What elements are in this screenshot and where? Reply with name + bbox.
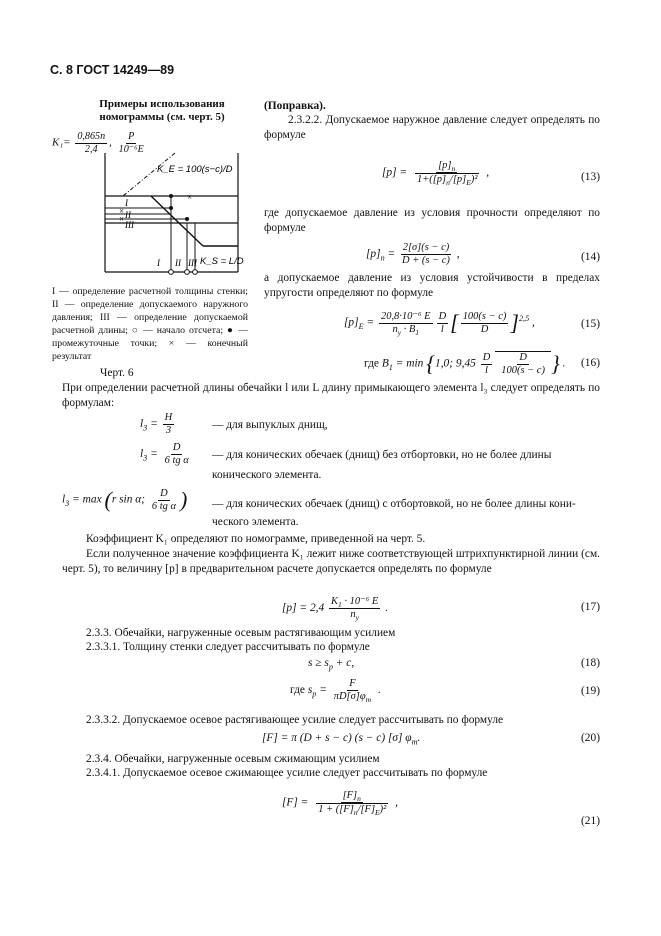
equation-13: [p] = $\frac{[p]_п}{1+([p]_п/[p]_E)^2}$ , (13)	[382, 160, 600, 188]
section-234: 2.3.4. Обечайки, нагруженные осевым сжимающим усилием	[86, 753, 380, 765]
svg-text:I: I	[157, 258, 160, 268]
para-k1: Коэффициент K₁ определяют по номограмме, приведенной на черт. 5.	[86, 533, 426, 545]
para-k1-below: Если полученное значение коэффициента K₁ лежит ниже соответствующей штрихпунктирной линии (см. черт. 5), то величину [p] в предварительном расчете допускается определять по формуле	[62, 548, 600, 575]
equation-21: [F] = $\frac{[F]_п}{1 + ([F]_п/[F]_E)^2}$ , (21)	[282, 790, 600, 827]
l3-formula-a: $l_3$ = $\frac{H}{3}$	[140, 412, 173, 437]
svg-text:×: ×	[187, 192, 193, 202]
para-length: При определении расчетной длины обечайки l или L длину примыкающего элемента l₃ следует определять по формулам:	[62, 382, 600, 409]
para-2322: 2.3.2.2. Допускаемое наружное давление следует определять по формуле	[264, 114, 600, 141]
equation-15: $[p]_E$ = $\frac{\text{20,8·10⁻⁶ E}}{n_y \cdot B_1}$ $\frac{D}{l}$ [ $\frac{100(s - c)}{D}$ ]$^{2,5}$ , (15)	[344, 310, 600, 337]
svg-text:I: I	[125, 198, 128, 208]
l3-text-a: — для выпуклых днищ,	[212, 419, 328, 431]
formula-k1: K₁= $\frac{0,865n}{2,4}$ , $\frac{P}{\text{10⁻⁶E}}$	[52, 131, 144, 155]
examples-title: Примеры использования номограммы (см. черт. 5)	[99, 98, 225, 124]
svg-text:III: III	[188, 258, 197, 268]
equation-19: где $s_p$ = $\frac{F}{\pi D[\sigma]\varphi_т}$ . (19)	[290, 678, 600, 705]
para-strength: где допускаемое давление из условия прочности определяют по формуле	[264, 207, 600, 234]
l3-text-c-cont: ческого элемента.	[212, 516, 299, 528]
l3-text-c: — для конических обечаек (днищ) с отбортовкой, но не более длины кони-	[212, 498, 576, 510]
correction-note: (Поправка).	[264, 100, 326, 112]
l3-text-b-cont: конического элемента.	[212, 469, 322, 481]
svg-text:×: ×	[119, 214, 125, 224]
l3-text-b: — для конических обечаек (днищ) без отбортовки, но не более длины	[212, 449, 552, 461]
svg-text:×: ×	[119, 206, 125, 216]
svg-text:III: III	[125, 220, 134, 230]
section-233: 2.3.3. Обечайки, нагруженные осевым растягивающим усилием	[86, 627, 396, 639]
page-header: С. 8 ГОСТ 14249—89	[50, 63, 175, 77]
ke-label: K_E = 100(s−c)/D	[157, 164, 233, 175]
svg-text:II: II	[125, 210, 131, 220]
section-2332: 2.3.3.2. Допускаемое осевое растягивающее усилие следует рассчитывать по формуле	[86, 714, 504, 726]
ks-label: K_S = L/D	[200, 256, 244, 267]
section-2341: 2.3.4.1. Допускаемое осевое сжимающее усилие следует рассчитывать по формуле	[86, 767, 488, 779]
equation-18: $s \ge s_p + c$, (18)	[308, 657, 600, 672]
figure-title: Черт. 6	[100, 367, 134, 379]
equation-20: [F] = π (D + s − c) (s − c) [σ] $\varphi_т$. (20)	[262, 732, 600, 747]
figure-caption: I — определение расчетной толщины стенки; II — определение допускаемого наружного давления; III — определение допускаемой расчетной длины; ○ — начало отсчета; ● — промежуточные точки; × — конечный результат	[52, 286, 248, 362]
svg-text:II: II	[175, 258, 181, 268]
para-stability: а допускаемое давление из условия устойчивости в пределах упругости определяют по формуле	[264, 272, 600, 299]
l3-formula-c: $l_3 = \max (r$ sin α; $\frac{D}{\text{6 tg α}}$ )	[62, 487, 188, 512]
l3-formula-b: $l_3$ = $\frac{D}{\text{6 tg α}}$	[140, 442, 189, 467]
nomogram-chart	[95, 148, 245, 280]
equation-17: [p] = 2,4 $\frac{K_1 \cdot 10^{-6} E}{n_y}$ . (17)	[282, 596, 600, 623]
section-2331: 2.3.3.1. Толщину стенки следует рассчитывать по формуле	[86, 641, 370, 653]
equation-16: где $B_1 = \min \{1,0$; 9,45 $\frac{D}{l}$ $\frac{D}{100(s - c)}$ } . (16)	[364, 351, 600, 376]
equation-14: $[p]_п$ = $\frac{2[\sigma](s - c)}{D + (s - c)}$ , (14)	[366, 242, 600, 267]
